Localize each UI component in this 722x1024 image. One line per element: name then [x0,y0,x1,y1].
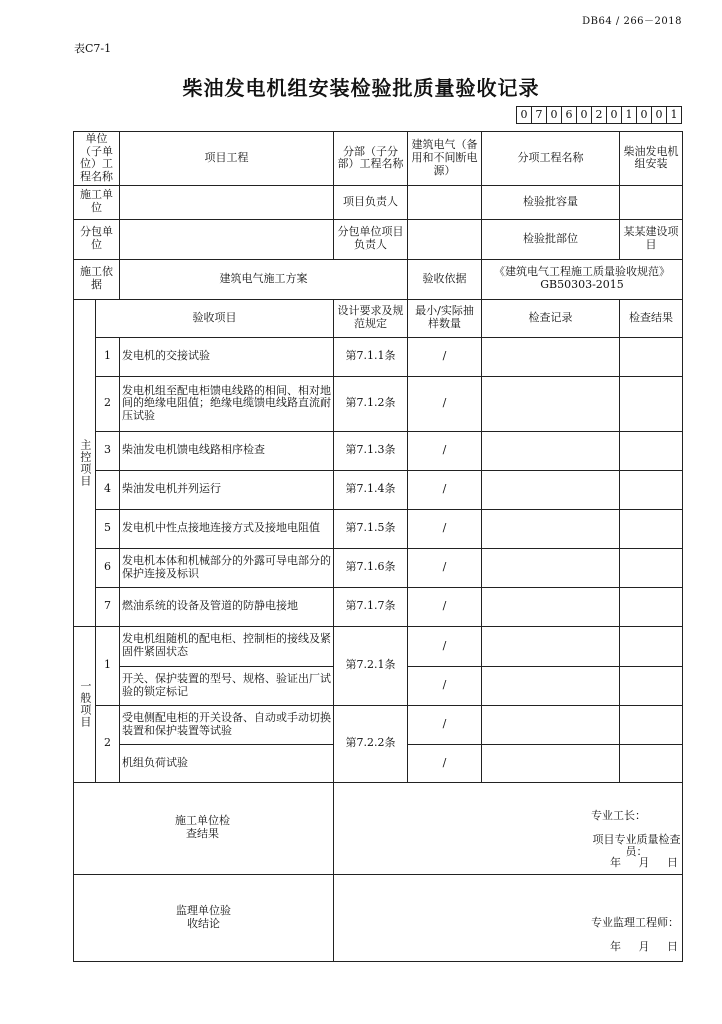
general-label: 一般项目 [78,680,92,729]
row-sample: / [408,666,482,705]
supervisor-conclusion-cell [334,874,683,961]
code-digit: 0 [651,106,667,124]
row-result [620,548,683,587]
row-result [620,431,683,470]
table-row [74,626,683,666]
row-record [482,509,620,548]
row-item: 燃油系统的设备及管道的防静电接地 [120,587,334,626]
row-record [482,431,620,470]
division-label: 分部（子分部）工程名称 [334,132,408,186]
inspection-table [73,131,683,962]
row-number: 1 [96,626,120,705]
unit-name-value: 项目工程 [120,132,334,186]
row-sample: / [408,705,482,744]
row-record [482,376,620,431]
row-sample: / [408,744,482,782]
row-clause: 第7.1.7条 [334,587,408,626]
standard-code: DB64 / 266－2018 [582,16,682,27]
sub-pm-value [408,219,482,259]
row-result [620,705,683,744]
row-record [482,705,620,744]
row-number: 7 [96,587,120,626]
row-record [482,587,620,626]
acceptance-basis-label: 验收依据 [408,259,482,299]
row-sample: / [408,509,482,548]
foreman-label: 专业工长： [591,808,646,822]
row-result [620,509,683,548]
col-record-header: 检查记录 [482,299,620,337]
row-record [482,548,620,587]
row-item: 柴油发电机并列运行 [120,470,334,509]
row-clause: 第7.2.2条 [334,705,408,782]
row-result [620,626,683,666]
col-items-header: 验收项目 [96,299,334,337]
code-digit: 1 [666,106,682,124]
row-clause: 第7.1.6条 [334,548,408,587]
acceptance-basis-line-2: GB50303-2015 [540,278,624,292]
division-value: 建筑电气（备用和不间断电源） [408,132,482,186]
supervisor-conclusion-label-cell [74,874,334,961]
table-row [74,337,683,376]
constructor-date: 年 月 日 [610,855,678,869]
general-section [74,626,96,782]
row-item: 发电机本体和机械部分的外露可导电部分的保护连接及标识 [120,548,334,587]
page-title: 柴油发电机组安装检验批质量验收记录 [182,76,540,100]
constructor-result-cell [334,782,683,874]
row-result [620,470,683,509]
row-item: 发电机中性点接地连接方式及接地电阻值 [120,509,334,548]
code-digit: 6 [561,106,577,124]
row-record [482,744,620,782]
main-control-section [74,299,96,626]
code-digit: 0 [516,106,532,124]
row-item: 受电侧配电柜的开关设备、自动或手动切换装置和保护装置等试验 [120,705,334,744]
record-code [517,106,682,124]
construction-basis-value: 建筑电气施工方案 [120,259,408,299]
subitem-value: 柴油发电机组安装 [620,132,683,186]
table-row [74,705,683,744]
table-row [74,376,683,431]
table-row [74,587,683,626]
code-digit: 7 [531,106,547,124]
sub-pm-label: 分包单位项目负责人 [334,219,408,259]
code-digit: 2 [591,106,607,124]
col-sample-header: 最小/实际抽样数量 [408,299,482,337]
constructor-result-label-cell [74,782,334,874]
row-sample: / [408,626,482,666]
row-sample: / [408,376,482,431]
row-sample: / [408,431,482,470]
row-number: 2 [96,376,120,431]
code-digit: 0 [546,106,562,124]
table-row [74,548,683,587]
row-number: 6 [96,548,120,587]
col-design-header: 设计要求及规范规定 [334,299,408,337]
unit-name-label: 单位（子单位）工程名称 [74,132,120,186]
row-number: 3 [96,431,120,470]
subcontractor-label: 分包单位 [74,219,120,259]
form-number: 表C7-1 [74,42,112,55]
acceptance-basis-value [482,259,683,299]
acceptance-basis-line-1: 《建筑电气工程施工质量验收规范》 [494,265,670,279]
col-result-header: 检查结果 [620,299,683,337]
row-item: 机组负荷试验 [120,744,334,782]
table-row [74,431,683,470]
subcontractor-value [120,219,334,259]
row-clause: 第7.2.1条 [334,626,408,705]
batch-part-label: 检验批部位 [482,219,620,259]
row-item: 发电机的交接试验 [120,337,334,376]
row-item: 柴油发电机馈电线路相序检查 [120,431,334,470]
code-digit: 1 [621,106,637,124]
row-clause: 第7.1.5条 [334,509,408,548]
row-record [482,666,620,705]
row-record [482,626,620,666]
row-clause: 第7.1.3条 [334,431,408,470]
row-item: 开关、保护装置的型号、规格、验证出厂试验的锁定标记 [120,666,334,705]
project-manager-label: 项目负责人 [334,185,408,219]
constructor-result-label: 施工单位检查结果 [175,814,230,841]
table-row [74,470,683,509]
table-row [74,509,683,548]
row-clause: 第7.1.2条 [334,376,408,431]
row-number: 5 [96,509,120,548]
row-record [482,470,620,509]
row-sample: / [408,587,482,626]
supervisor-conclusion-label: 监理单位验收结论 [176,903,231,930]
row-clause: 第7.1.4条 [334,470,408,509]
row-result [620,744,683,782]
row-result [620,587,683,626]
constructor-value [120,185,334,219]
row-item: 发电机组至配电柜馈电线路的相间、相对地间的绝缘电阻值；绝缘电缆馈电线路直流耐压试验 [120,376,334,431]
row-record [482,337,620,376]
batch-part-value: 某某建设项目 [620,219,683,259]
subitem-label: 分项工程名称 [482,132,620,186]
construction-basis-label: 施工依据 [74,259,120,299]
row-sample: / [408,337,482,376]
project-manager-value [408,185,482,219]
main-control-label: 主控项目 [78,438,92,487]
row-sample: / [408,470,482,509]
supervisor-date: 年 月 日 [610,939,678,953]
row-clause: 第7.1.1条 [334,337,408,376]
row-sample: / [408,548,482,587]
row-number: 1 [96,337,120,376]
row-number: 2 [96,705,120,782]
batch-capacity-value [620,185,683,219]
code-digit: 0 [576,106,592,124]
row-item: 发电机组随机的配电柜、控制柜的接线及紧固件紧固状态 [120,626,334,666]
code-digit: 0 [606,106,622,124]
row-result [620,376,683,431]
supervision-engineer-label: 专业监理工程师： [591,915,679,929]
row-number: 4 [96,470,120,509]
code-digit: 0 [636,106,652,124]
quality-inspector-label: 项目专业质量检查员： [592,832,681,859]
row-result [620,337,683,376]
batch-capacity-label: 检验批容量 [482,185,620,219]
row-result [620,666,683,705]
constructor-label: 施工单位 [74,185,120,219]
